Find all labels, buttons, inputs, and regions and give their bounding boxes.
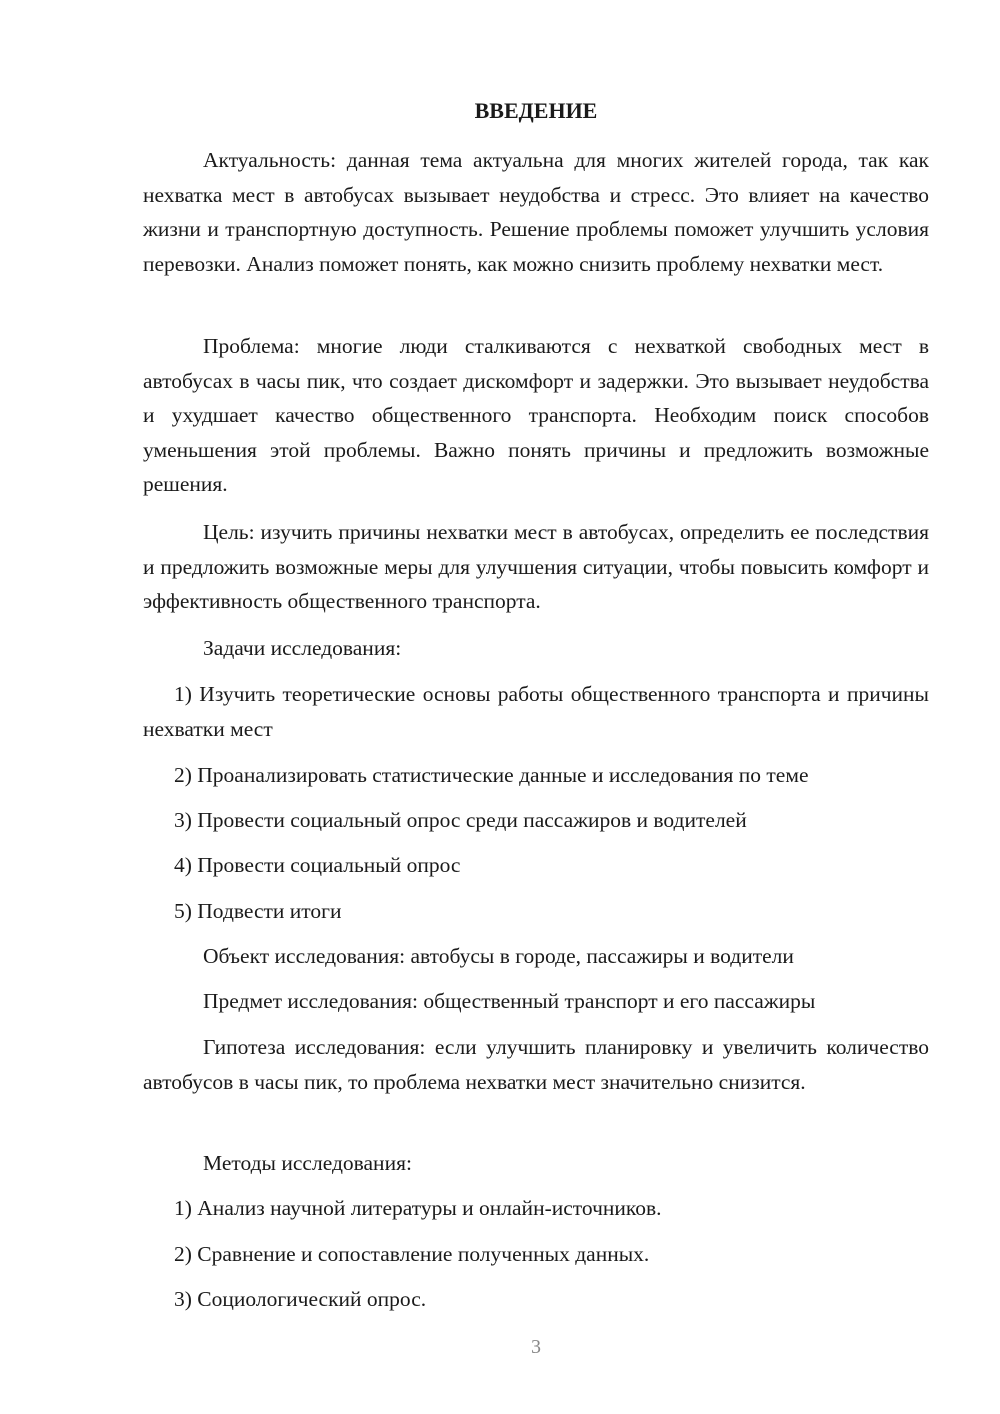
method-item-3: 3) Социологический опрос. [174, 1287, 427, 1311]
relevance-paragraph: Актуальность: данная тема актуальна для многих жителей города, так как нехватка мест в автобусах вызывает неудобства и стресс. Это влияет на качество жизни и транспортную доступность. Решение проблемы поможет улучшить условия перевозки. Анализ поможет понять, как можно снизить проблему нехватки мест. [143, 148, 929, 276]
goal-paragraph: Цель: изучить причины нехватки мест в автобусах, определить ее последствия и предложить возможные меры для улучшения ситуации, чтобы повысить комфорт и эффективность общественного транспорта. [143, 520, 929, 613]
task-item-2: 2) Проанализировать статистические данные и исследования по теме [174, 763, 809, 787]
document-page [143, 0, 929, 1414]
page-number: 3 [531, 1336, 541, 1358]
task-item-1: 1) Изучить теоретические основы работы общественного транспорта и причины нехватки мест [143, 682, 929, 741]
task-item-4: 4) Провести социальный опрос [174, 853, 461, 877]
method-item-2: 2) Сравнение и сопоставление полученных данных. [174, 1242, 650, 1266]
task-item-3: 3) Провести социальный опрос среди пассажиров и водителей [174, 808, 747, 832]
task-item-5: 5) Подвести итоги [174, 899, 342, 923]
problem-paragraph: Проблема: многие люди сталкиваются с нехваткой свободных мест в автобусах в часы пик, что создает дискомфорт и задержки. Это вызывает неудобства и ухудшает качество общественного транспорта. Необходим поиск способов уменьшения этой проблемы. Важно понять причины и предложить возможные решения. [143, 334, 929, 496]
tasks-heading: Задачи исследования: [203, 636, 402, 660]
method-item-1: 1) Анализ научной литературы и онлайн-источников. [174, 1196, 662, 1220]
hypothesis-paragraph: Гипотеза исследования: если улучшить планировку и увеличить количество автобусов в часы пик, то проблема нехватки мест значительно снизится. [143, 1035, 929, 1094]
subject-line: Предмет исследования: общественный транспорт и его пассажиры [203, 989, 816, 1013]
page-title: ВВЕДЕНИЕ [474, 98, 598, 123]
object-line: Объект исследования: автобусы в городе, пассажиры и водители [203, 944, 794, 968]
methods-heading: Методы исследования: [203, 1151, 412, 1175]
